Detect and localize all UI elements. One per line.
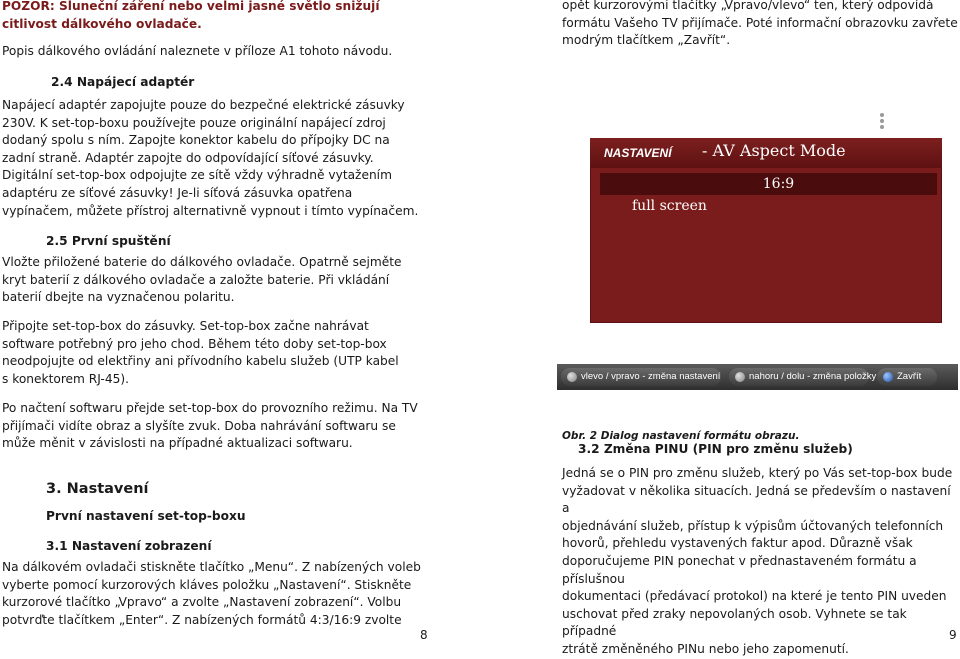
page-number-left: 8 <box>420 628 428 642</box>
text-line: software potřebný pro jeho chod. Během této doby set-top-box <box>2 336 387 351</box>
text-line: modrým tlačítkem „Zavřít“. <box>562 33 731 48</box>
section-3-subtitle: První nastavení set-top-boxu <box>46 509 246 523</box>
text-line: vypínačem, můžete přístroj alternativně vypnout i tímto vypínačem. <box>2 203 419 218</box>
menu-title-bar <box>590 138 942 168</box>
text-line: Připojte set-top-box do zásuvky. Set-top-box začne nahrávat <box>2 319 369 333</box>
text-line: vyžadovat v několika situacích. Jedná se především o nastavení a <box>562 483 951 516</box>
text-line: hovorů, přehledu vystavených faktur apod. Důrazně však <box>562 536 913 551</box>
section-3-2-title: 3.2 Změna PINU (PIN pro změnu služeb) <box>578 442 853 456</box>
section-3-1-title: 3.1 Nastavení zobrazení <box>46 539 212 553</box>
text-line: doporučujeme PIN ponechat v přednastaveném formátu a příslušnou <box>562 553 917 586</box>
text-line: zadní straně. Adaptér zapojte do odpovídající síťové zásuvky. <box>2 150 374 165</box>
text-line: neodpojujte od elektřiny ani přívodního kabelu služeb (UTP kabel <box>2 354 399 369</box>
menu-title: - AV Aspect Mode <box>702 141 846 160</box>
text-line: Digitální set-top-box odpojujte ze sítě vždy výhradně vytažením <box>2 168 392 183</box>
aspect-mode-panel <box>590 138 942 323</box>
text-line: formátu Vašeho TV přijímače. Poté informační obrazovku zavřete <box>562 15 958 30</box>
text-line: přijímači vidíte obraz a slyšíte zvuk. Doba nahrávání softwaru se <box>2 418 396 433</box>
text-line: Po načtení softwaru přejde set-top-box do provozního režimu. Na TV <box>2 401 418 415</box>
text-line: potvrďte tlačítkem „Enter“. Z nabízených formátů 4:3/16:9 zvolte <box>2 612 402 627</box>
option-full-screen[interactable]: full screen <box>632 198 707 214</box>
text-line: uschovat před zraky nepovolaných osob. Vyhnete se tak případné <box>562 606 907 639</box>
text-line: Napájecí adaptér zapojujte pouze do bezpečné elektrické zásuvky <box>2 98 405 112</box>
text-line: kryt baterií z dálkového ovladače a založte baterie. Při vkládání <box>2 272 390 287</box>
tv-dialog-figure <box>557 108 958 390</box>
text-line: dokumentaci (předávací protokol) na které je tento PIN uveden <box>562 589 947 604</box>
left-right-hint-button[interactable] <box>561 368 721 386</box>
scroll-dots-icon <box>880 111 884 131</box>
text-line: s konektorem RJ-45). <box>2 371 129 386</box>
text-line: objednávání služeb, přístup k výpisům účtovaných telefonních <box>562 518 944 533</box>
left-column <box>2 0 432 33</box>
section-3-title: 3. Nastavení <box>46 481 149 497</box>
gray-dot-icon <box>735 372 745 382</box>
section-3-1-body <box>2 559 421 629</box>
figure-caption: Obr. 2 Dialog nastavení formátu obrazu. <box>562 429 800 442</box>
right-top-text <box>562 0 958 50</box>
menu-key-label: NASTAVENÍ <box>604 146 672 160</box>
text-line: kurzorové tlačítko „Vpravo“ a zvolte „Nastavení zobrazení“. Volbu <box>2 595 402 610</box>
gray-dot-icon <box>567 372 577 382</box>
hint-label: nahoru / dolu - změna položky <box>749 371 877 382</box>
section-2-5-para-1 <box>2 254 401 307</box>
blue-dot-icon <box>883 372 893 382</box>
tv-hint-bar <box>557 364 958 390</box>
option-16-9[interactable]: 16:9 <box>600 173 937 195</box>
section-2-4-body <box>2 97 418 220</box>
section-2-5-para-2 <box>2 318 399 388</box>
text-line: může měnit v závislosti na případné aktualizaci softwaru. <box>2 436 353 451</box>
warning-line-2: citlivost dálkového ovladače. <box>2 16 202 31</box>
text-line: ztrátě změněného PINu nebo jeho zapomenutí. <box>562 641 849 656</box>
text-line: opět kurzorovými tlačítky „Vpravo/vlevo“ ten, který odpovídá <box>562 0 934 12</box>
hint-label: vlevo / vpravo - změna nastavení <box>581 371 721 382</box>
section-2-4-title: 2.4 Napájecí adaptér <box>51 75 195 89</box>
text-line: 230V. K set-top-boxu používejte pouze originální napájecí zdroj <box>2 115 386 130</box>
text-line: dodaný spolu s ním. Zapojte konektor kabelu do přípojky DC na <box>2 133 390 148</box>
close-label: Zavřít <box>897 371 922 382</box>
section-3-2-body <box>562 465 960 659</box>
text-line: vyberte pomocí kurzorových kláves položku „Nastavení“. Stiskněte <box>2 577 412 592</box>
section-2-5-para-3 <box>2 400 418 453</box>
close-button[interactable] <box>877 368 937 386</box>
section-2-5-title: 2.5 První spuštění <box>46 234 171 248</box>
text-line: Vložte přiložené baterie do dálkového ovladače. Opatrně sejměte <box>2 255 402 269</box>
up-down-hint-button[interactable] <box>729 368 877 386</box>
warning-line-1: POZOR: Sluneční záření nebo velmi jasné světlo snižují <box>2 0 380 13</box>
text-line: Na dálkovém ovladači stiskněte tlačítko „Menu“. Z nabízených voleb <box>2 560 421 574</box>
text-line: Jedná se o PIN pro změnu služeb, který po Vás set-top-box bude <box>562 466 953 480</box>
text-line: baterií dbejte na vyznačenou polaritu. <box>2 290 235 305</box>
remote-note: Popis dálkového ovládání naleznete v příloze A1 tohoto návodu. <box>2 44 393 58</box>
text-line: adaptéru ze síťové zásuvky! Je-li síťová zásuvka opatřena <box>2 185 353 200</box>
page-number-right: 9 <box>949 628 957 642</box>
